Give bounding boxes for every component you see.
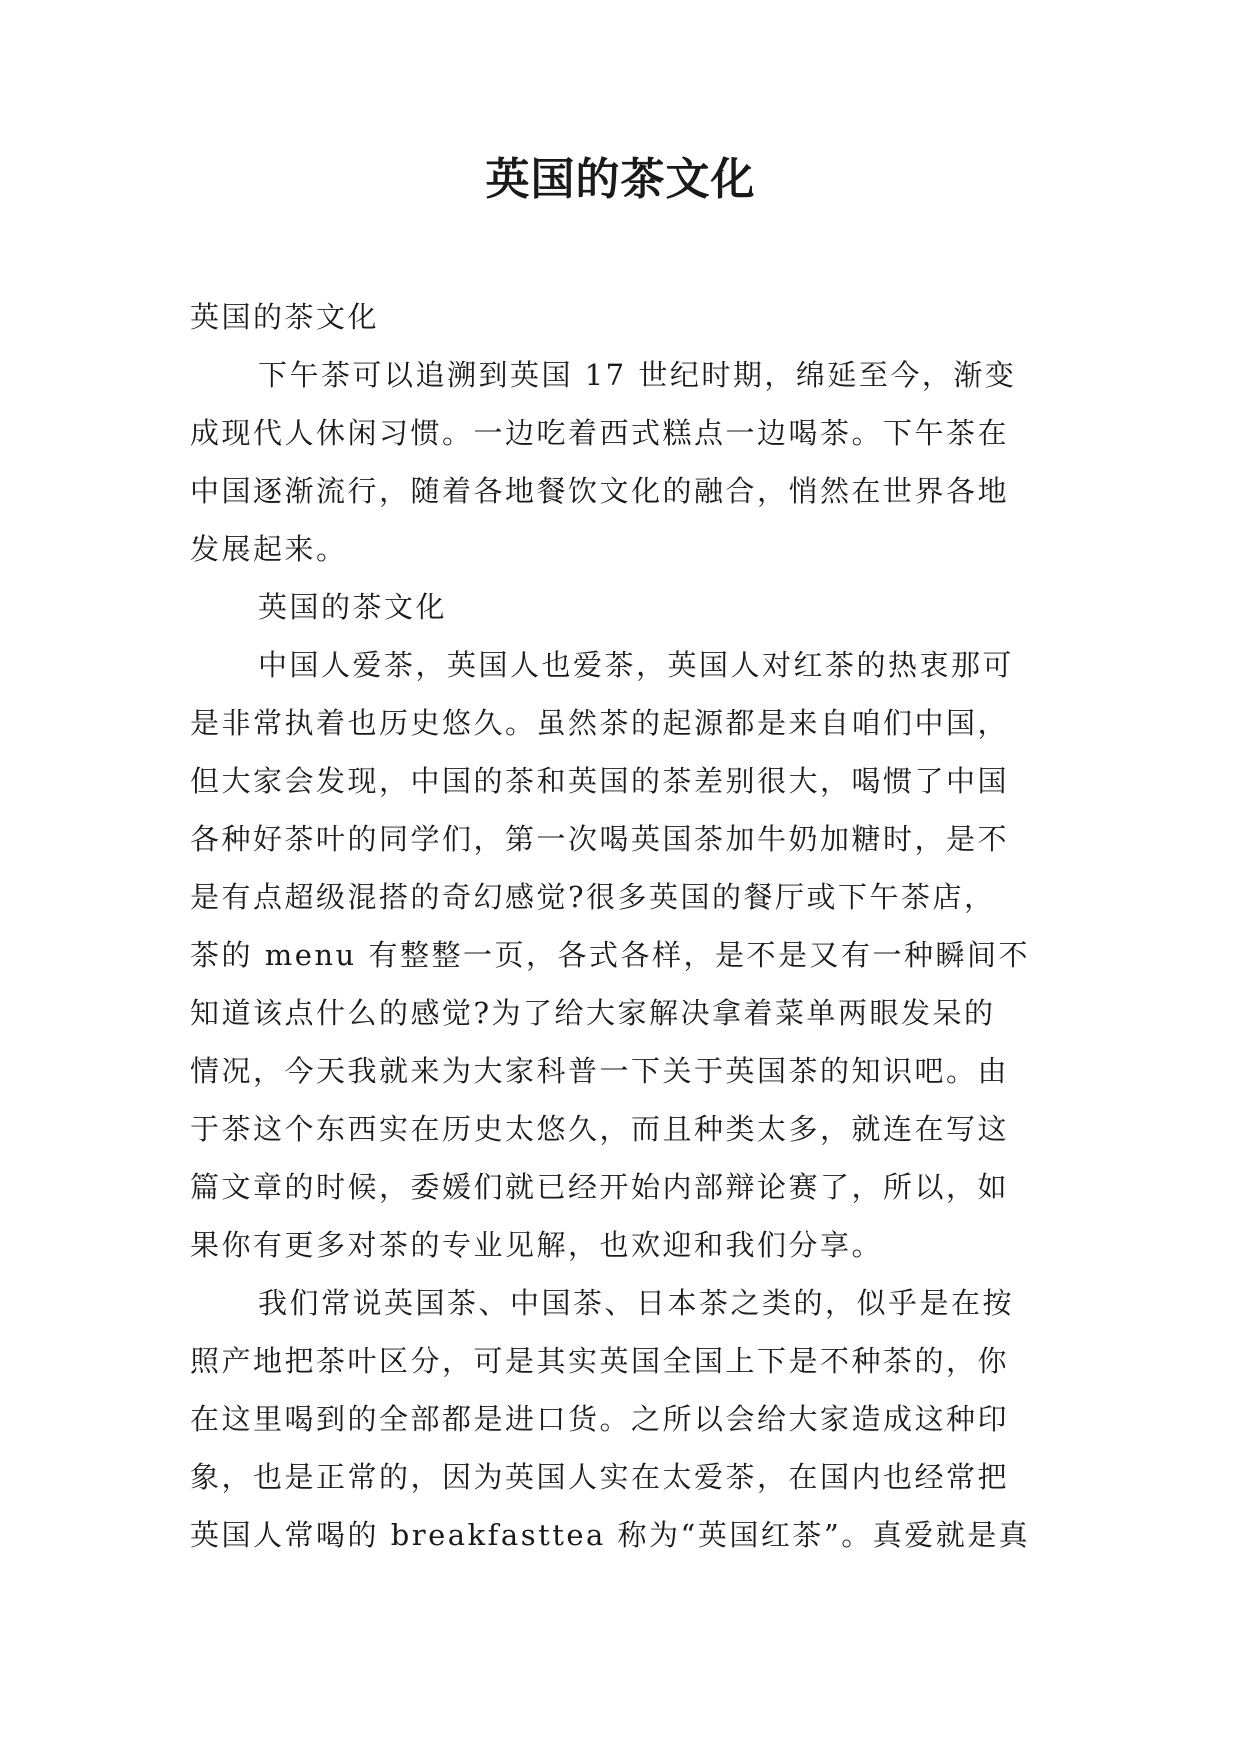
document-body xyxy=(190,288,1050,1564)
document-title: 英国的茶文化 xyxy=(485,154,756,205)
text-line: 但大家会发现，中国的茶和英国的茶差别很大，喝惯了中国 xyxy=(190,764,1010,798)
text-line: 中国人爱茶，英国人也爱茶，英国人对红茶的热衷那可 xyxy=(258,648,1015,682)
text-line: 英国的茶文化 xyxy=(190,300,380,334)
text-line: 成现代人休闲习惯。一边吃着西式糕点一边喝茶。下午茶在 xyxy=(190,416,1010,450)
text-line: 照产地把茶叶区分，可是其实英国全国上下是不种茶的，你 xyxy=(190,1344,1010,1378)
text-line: 在这里喝到的全部都是进口货。之所以会给大家造成这种印 xyxy=(190,1402,1010,1436)
text-line: 果你有更多对茶的专业见解，也欢迎和我们分享。 xyxy=(190,1228,884,1262)
text-line: 是有点超级混搭的奇幻感觉?很多英国的餐厅或下午茶店， xyxy=(190,880,996,914)
text-line: 篇文章的时候，委媛们就已经开始内部辩论赛了，所以，如 xyxy=(190,1170,1010,1204)
text-line: 知道该点什么的感觉?为了给大家解决拿着菜单两眼发呆的 xyxy=(190,996,996,1030)
text-line: 情况，今天我就来为大家科普一下关于英国茶的知识吧。由 xyxy=(190,1054,1010,1088)
text-line: 发展起来。 xyxy=(190,532,348,566)
text-line: 英国人常喝的 breakfasttea 称为“英国红茶”。真爱就是真 xyxy=(190,1518,1031,1552)
text-line: 各种好茶叶的同学们，第一次喝英国茶加牛奶加糖时，是不 xyxy=(190,822,1010,856)
text-line: 下午茶可以追溯到英国 17 世纪时期，绵延至今，渐变 xyxy=(258,358,1017,392)
text-line: 中国逐渐流行，随着各地餐饮文化的融合，悄然在世界各地 xyxy=(190,474,1010,508)
text-line: 是非常执着也历史悠久。虽然茶的起源都是来自咱们中国， xyxy=(190,706,1010,740)
text-line: 于茶这个东西实在历史太悠久，而且种类太多，就连在写这 xyxy=(190,1112,1010,1146)
text-line: 茶的 menu 有整整一页，各式各样，是不是又有一种瞬间不 xyxy=(190,938,1030,972)
text-line: 英国的茶文化 xyxy=(258,590,448,624)
text-line: 象，也是正常的，因为英国人实在太爱茶，在国内也经常把 xyxy=(190,1460,1010,1494)
text-line: 我们常说英国茶、中国茶、日本茶之类的，似乎是在按 xyxy=(258,1286,1015,1320)
